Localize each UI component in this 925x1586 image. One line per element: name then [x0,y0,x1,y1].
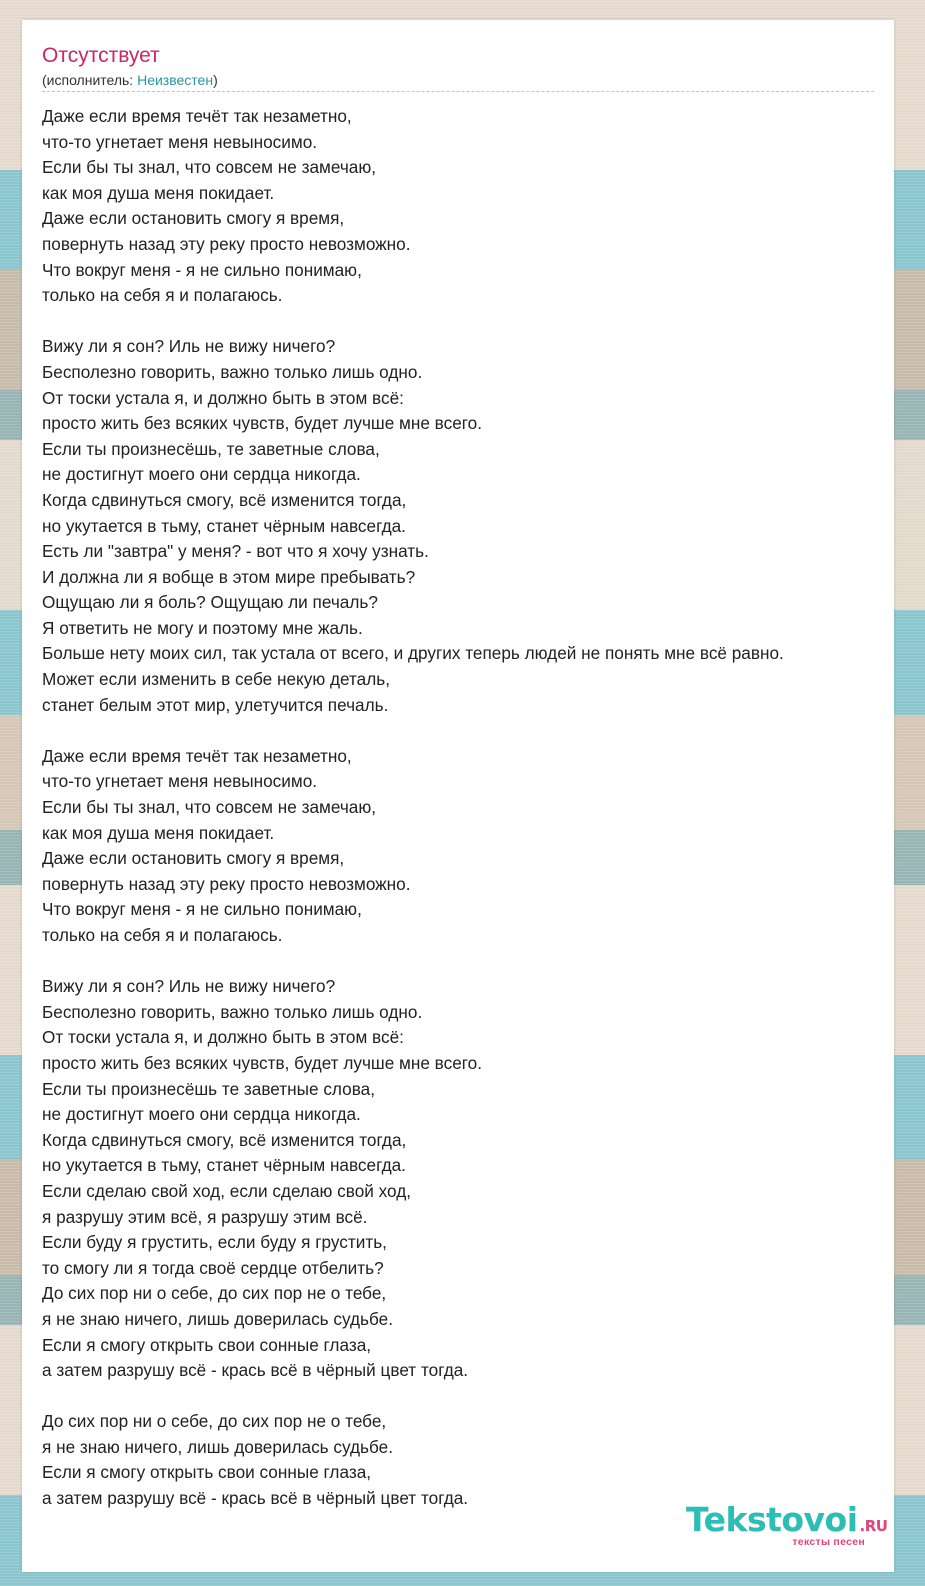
lyric-line: что-то угнетает меня невыносимо. [42,771,318,792]
lyric-line: просто жить без всяких чувств, будет лучше мне всего. [42,413,482,434]
lyric-line: Даже если время течёт так незаметно, [42,106,352,126]
lyrics-text [42,104,784,1512]
lyric-line: что-то угнетает меня невыносимо. [42,131,318,152]
lyric-line: Когда сдвинуться смогу, всё изменится тогда, [42,1129,407,1150]
lyric-line: я не знаю ничего, лишь доверилась судьбе. [42,1308,393,1329]
lyric-line: И должна ли я вобще в этом мире пребывать? [42,566,416,587]
lyric-line: как моя душа меня покидает. [42,182,275,203]
lyric-line: Вижу ли я сон? Иль не вижу ничего? [42,976,336,997]
artist-line [42,72,218,88]
lyric-line: Ощущаю ли я боль? Ощущаю ли печаль? [42,592,378,613]
lyric-line: Если буду я грустить, если буду я грустить, [42,1232,387,1253]
lyric-line: От тоски устала я, и должно быть в этом всё: [42,1027,404,1048]
lyric-line: только на себя я и полагаюсь. [42,925,283,945]
lyric-line: повернуть назад эту реку просто невозможно. [42,233,411,254]
lyrics-panel [22,20,894,1572]
logo-tagline: тексты песен [792,1536,865,1548]
lyric-line: Если я смогу открыть свои сонные глаза, [42,1462,372,1483]
lyric-line: Если сделаю свой ход, если сделаю свой ход, [42,1180,412,1201]
lyric-line: Больше нету моих сил, так устала от всего, и других теперь людей не понять мне всё равно. [42,643,784,664]
lyric-line: Вижу ли я сон? Иль не вижу ничего? [42,336,336,357]
logo-name: Tekstovoi [686,1500,858,1539]
lyric-line: До сих пор ни о себе, до сих пор не о тебе, [42,1411,387,1432]
lyric-line: а затем разрушу всё - крась всё в чёрный цвет тогда. [42,1488,469,1509]
stanza-break [42,949,784,975]
lyric-line: Бесполезно говорить, важно только лишь одно. [42,361,423,382]
lyric-line: Если бы ты знал, что совсем не замечаю, [42,157,376,178]
artist-link[interactable]: Неизвестен [137,72,214,88]
lyric-line: От тоски устала я, и должно быть в этом всё: [42,387,404,408]
lyric-line: Даже если время течёт так незаметно, [42,745,352,766]
lyric-line: не достигнут моего они сердца никогда. [42,1104,361,1125]
lyric-line: Если ты произнесёшь, те заветные слова, [42,438,380,459]
lyric-line: то смогу ли я тогда своё сердце отбелить? [42,1257,384,1278]
lyric-line: я разрушу этим всё, я разрушу этим всё. [42,1206,368,1227]
lyric-line: Может если изменить в себе некую деталь, [42,669,391,690]
artist-prefix: (исполнитель: [42,72,138,88]
lyric-line: Даже если остановить смогу я время, [42,848,345,869]
lyric-line: До сих пор ни о себе, до сих пор не о тебе, [42,1283,387,1304]
lyric-line: я не знаю ничего, лишь доверилась судьбе. [42,1436,393,1457]
lyric-line: Когда сдвинуться смогу, всё изменится тогда, [42,489,407,510]
lyric-line: Бесполезно говорить, важно только лишь одно. [42,1001,423,1022]
lyric-line: Что вокруг меня - я не сильно понимаю, [42,899,362,920]
lyric-line: Если ты произнесёшь те заветные слова, [42,1078,375,1099]
artist-suffix: ) [213,72,218,88]
lyric-line: станет белым этот мир, улетучится печаль. [42,694,389,715]
stanza-break [42,718,784,744]
title-divider [42,91,874,92]
stanza-break [42,309,784,335]
logo-wordmark [686,1500,887,1539]
lyric-line: просто жить без всяких чувств, будет лучше мне всего. [42,1052,482,1073]
lyric-line: но укутается в тьму, станет чёрным навсегда. [42,515,406,536]
lyric-line: повернуть назад эту реку просто невозможно. [42,873,411,894]
lyric-line: Что вокруг меня - я не сильно понимаю, [42,259,362,280]
lyric-line: Есть ли "завтра" у меня? - вот что я хочу узнать. [42,541,429,562]
lyric-line: Я ответить не могу и поэтому мне жаль. [42,617,363,638]
lyric-line: как моя душа меня покидает. [42,822,275,843]
lyric-line: только на себя я и полагаюсь. [42,285,283,306]
lyric-line: а затем разрушу всё - крась всё в чёрный цвет тогда. [42,1360,469,1381]
lyric-line: но укутается в тьму, станет чёрным навсегда. [42,1155,406,1176]
lyric-line: Даже если остановить смогу я время, [42,208,345,229]
logo-tld: .RU [859,1517,888,1535]
lyric-line: не достигнут моего они сердца никогда. [42,464,361,485]
lyric-line: Если бы ты знал, что совсем не замечаю, [42,797,376,818]
site-logo[interactable] [686,1500,891,1552]
stanza-break [42,1384,784,1410]
song-title: Отсутствует [42,44,160,67]
lyric-line: Если я смогу открыть свои сонные глаза, [42,1334,372,1355]
